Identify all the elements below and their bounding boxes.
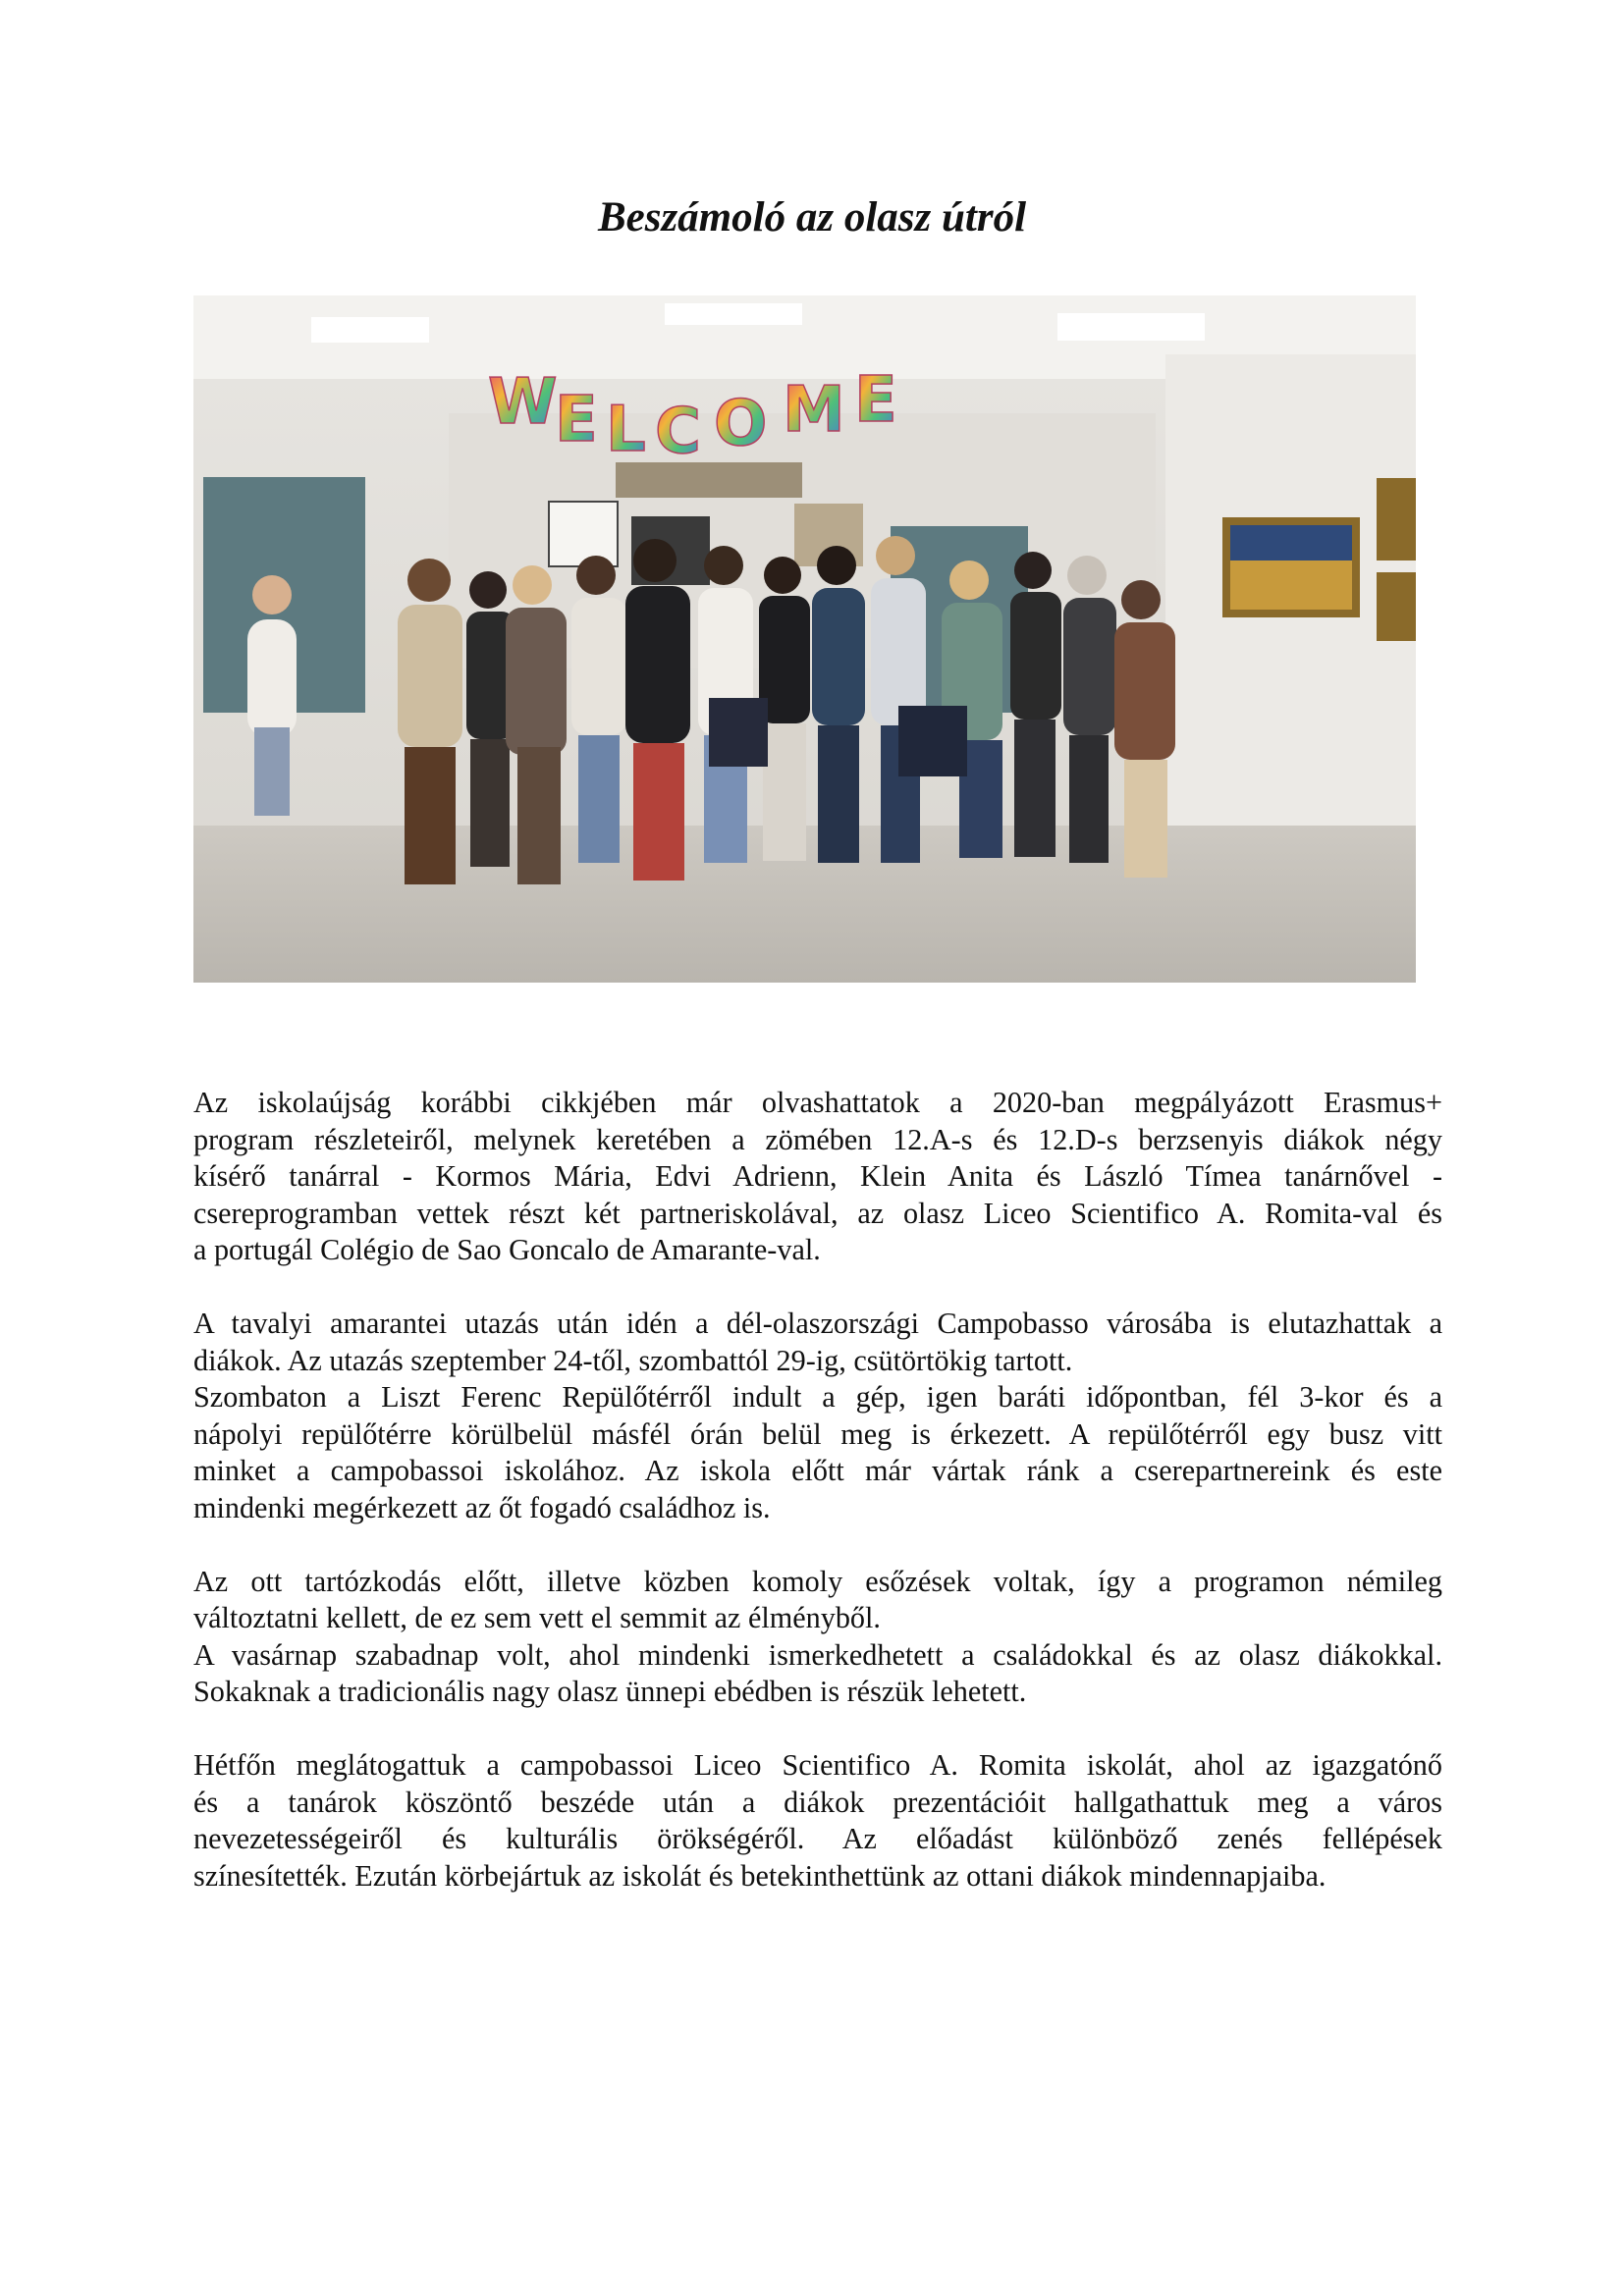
text-line: színesítették. Ezután körbejártuk az iskolát és betekinthettünk az ottani diákok mindennapjaiba. (193, 1858, 1326, 1893)
group-photo (193, 295, 1416, 983)
text-line: A vasárnap szabadnap volt, ahol mindenki ismerkedhetett a családokkal és az olasz diákokkal. (193, 1637, 1442, 1672)
text-line: Sokaknak a tradicionális nagy olasz ünnepi ebédben is részük lehetett. (193, 1675, 1027, 1708)
text-line: minket a campobassoi iskolához. Az iskola előtt már vártak ránk a cserepartnereink és este (193, 1454, 1442, 1487)
text-line: Szombaton a Liszt Ferenc Repülőtérről indult a gép, igen baráti időpontban, fél 3-kor és a (193, 1380, 1442, 1414)
article-title: Beszámoló az olasz útról (597, 194, 1027, 240)
svg-text:C: C (655, 396, 701, 468)
paragraph-2 (193, 1306, 1442, 1526)
text-line: mindenki megérkezett az őt fogadó családhoz is. (193, 1490, 771, 1524)
text-line: kísérő tanárral - Kormos Mária, Edvi Adrienn, Klein Anita és László Tímea tanárnővel - (193, 1159, 1442, 1193)
svg-text:O: O (714, 388, 768, 460)
text-line: diákok. Az utazás szeptember 24-től, szombattól 29-ig, csütörtökig tartott. (193, 1343, 1073, 1377)
text-line: nevezetességeiről és kulturális örökségéről. Az előadást különböző zenés fellépések (193, 1822, 1442, 1855)
text-line: Az iskolaújság korábbi cikkjében már olvashattatok a 2020-ban megpályázott Erasmus+ (193, 1086, 1442, 1119)
text-line: nápolyi repülőtérre körülbelül másfél órán belül meg is érkezett. A repülőtérről egy busz vitt (193, 1416, 1442, 1451)
svg-text:W: W (488, 366, 558, 439)
text-line: a portugál Colégio de Sao Goncalo de Amarante-val. (193, 1233, 821, 1266)
text-line: változtatni kellett, de ez sem vett el semmit az élményből. (193, 1601, 881, 1634)
paragraph-4 (193, 1747, 1442, 1895)
text-line: és a tanárok köszöntő beszéde után a diákok prezentációit hallgathattuk meg a város (193, 1785, 1442, 1819)
text-line: Az ott tartózkodás előtt, illetve közben komoly esőzések voltak, így a programon némileg (193, 1564, 1442, 1598)
paragraph-1 (193, 1085, 1442, 1269)
svg-text:M: M (783, 374, 845, 447)
text-line: csereprogramban vettek részt két partneriskolával, az olasz Liceo Scientifico A. Romita-val és (193, 1196, 1442, 1230)
svg-text:E: E (555, 384, 598, 456)
text-line: A tavalyi amarantei utazás után idén a dél-olaszországi Campobasso városába is elutazhattak a (193, 1307, 1442, 1340)
svg-text:L: L (606, 394, 646, 466)
paragraph-3 (193, 1564, 1442, 1711)
svg-text:E: E (854, 364, 897, 437)
text-line: Hétfőn meglátogattuk a campobassoi Liceo Scientifico A. Romita iskolát, ahol az igazgatónő (193, 1748, 1442, 1782)
text-line: program részleteiről, melynek keretében a zömében 12.A-s és 12.D-s berzsenyis diákok négy (193, 1122, 1442, 1156)
article-body (193, 1085, 1442, 1932)
